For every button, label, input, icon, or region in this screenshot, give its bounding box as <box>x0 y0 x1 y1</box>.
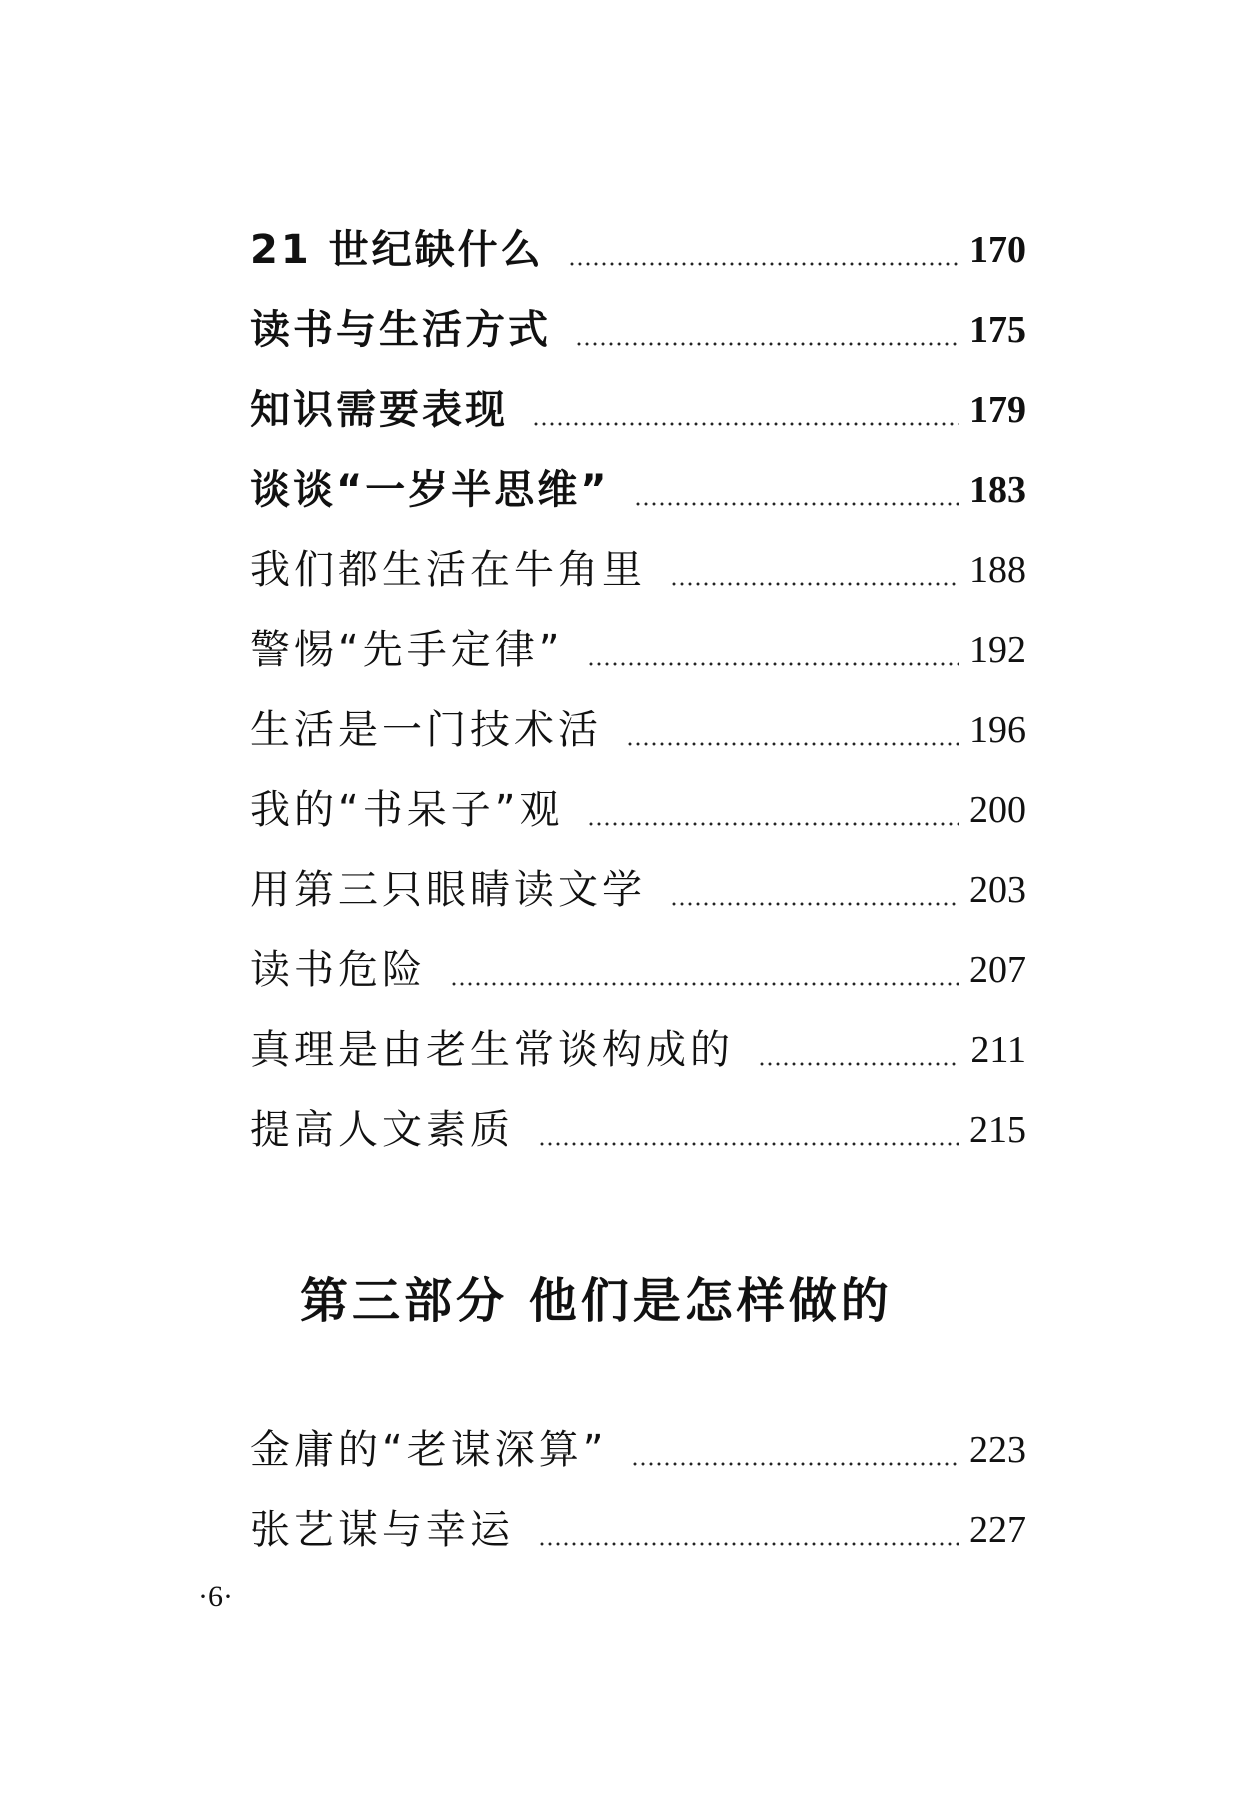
toc-entry-title: 金庸的“老谋深算” <box>250 1427 608 1473</box>
section-heading: 第三部分 他们是怎样做的 <box>300 1273 893 1329</box>
toc-entry[interactable] <box>250 700 1026 760</box>
toc-entry-page: 175 <box>969 309 1026 351</box>
toc-entry[interactable] <box>250 620 1026 680</box>
dot-leader <box>634 470 959 510</box>
toc-entry-page: 179 <box>969 389 1026 431</box>
dot-leader <box>670 870 959 910</box>
toc-entry[interactable] <box>250 540 1026 600</box>
toc-entry-title: 用第三只眼睛读文学 <box>250 867 646 913</box>
dot-leader <box>450 950 959 990</box>
dot-leader <box>758 1030 960 1070</box>
toc-entry[interactable] <box>250 1500 1026 1560</box>
toc-entry-page: 207 <box>969 949 1026 991</box>
toc-entry-title: 读书与生活方式 <box>250 307 551 353</box>
dot-leader <box>568 230 959 270</box>
toc-entry-page: 183 <box>969 469 1026 511</box>
toc-entry[interactable] <box>250 300 1026 360</box>
toc-entry[interactable] <box>250 1420 1026 1480</box>
toc-entry-title: 提高人文素质 <box>250 1107 514 1153</box>
toc-entry-page: 192 <box>969 629 1026 671</box>
dot-leader <box>587 790 959 830</box>
toc-entry-title: 21 世纪缺什么 <box>250 227 544 273</box>
dot-leader <box>538 1110 959 1150</box>
toc-entry[interactable] <box>250 860 1026 920</box>
dot-leader <box>587 630 959 670</box>
toc-entry-title: 读书危险 <box>250 947 426 993</box>
toc-entry-title: 我的“书呆子”观 <box>250 787 564 833</box>
toc-entry-title: 真理是由老生常谈构成的 <box>250 1027 734 1073</box>
toc-entry[interactable] <box>250 780 1026 840</box>
dot-leader <box>575 310 959 350</box>
toc-entry[interactable] <box>250 460 1026 520</box>
toc-entry-page: 227 <box>969 1509 1026 1551</box>
page-number: ·6· <box>198 1580 233 1613</box>
toc-entry-page: 211 <box>970 1029 1026 1071</box>
toc-entry[interactable] <box>250 380 1026 440</box>
dot-leader <box>532 390 959 430</box>
toc-entry-title: 生活是一门技术活 <box>250 707 602 753</box>
toc-entry[interactable] <box>250 1100 1026 1160</box>
toc-entry-page: 188 <box>969 549 1026 591</box>
toc-entry[interactable] <box>250 940 1026 1000</box>
dot-leader <box>631 1430 959 1470</box>
toc-entry-page: 203 <box>969 869 1026 911</box>
toc-entry-page: 200 <box>969 789 1026 831</box>
dot-leader <box>626 710 959 750</box>
toc-entry-title: 张艺谋与幸运 <box>250 1507 514 1553</box>
toc-entry[interactable] <box>250 220 1026 280</box>
toc-entry-title: 警惕“先手定律” <box>250 627 564 673</box>
toc-entry-page: 223 <box>969 1429 1026 1471</box>
toc-entry-page: 215 <box>969 1109 1026 1151</box>
dot-leader <box>538 1510 959 1550</box>
toc-entry-page: 170 <box>969 229 1026 271</box>
toc-entry[interactable] <box>250 1020 1026 1080</box>
toc-entry-title: 知识需要表现 <box>250 387 508 433</box>
toc-entry-page: 196 <box>969 709 1026 751</box>
toc-entry-title: 谈谈“一岁半思维” <box>250 467 610 513</box>
toc-entry-title: 我们都生活在牛角里 <box>250 547 646 593</box>
dot-leader <box>670 550 959 590</box>
